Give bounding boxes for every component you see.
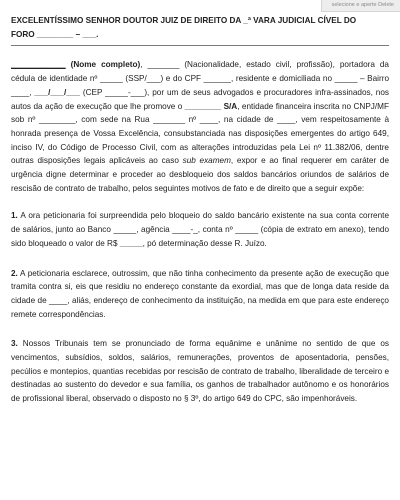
section-1 — [11, 209, 389, 250]
document-heading — [11, 14, 389, 41]
date-blank: ___/___/___ — [34, 87, 80, 97]
toolbar-delete-label: Delete — [378, 2, 394, 8]
intro-text-2: (CEP _____-___), por um de seus advogados e procuradores infra-assinados, nos autos da ação de execução que lhe promove o — [11, 87, 389, 111]
toolbar-hint — [321, 0, 400, 12]
heading-divider — [11, 45, 389, 46]
section-3-text: Nossos Tribunais tem se pronunciado de forma equânime e unânime no sentido de que os vencimentos, subsídios, soldos, salários, remunerações, proventos de aposentadoria, pensões, pecúlios e montepios, quantias recebidas por rescisão de contrato de trabalho, liberalidade de terceiro e destinadas ao sustento do devedor e sua família, os ganhos de trabalhador autônomo e os honorários de profissional liberal, observado o disposto no § 3º, do artigo 649 do CPC, são impenhoráveis. — [11, 339, 389, 404]
intro-paragraph — [11, 58, 389, 195]
intro-text-3: , entidade financeira inscrita no CNPJ/MF sob nº ________, com sede na Rua _______ nº ____, na cidade de ____, vem respeitosamente à honrada presença de Vossa Excelência, consubstanciada nas disposições emergentes do artigo 649, inciso IV, do Código de Processo Civil, com as alterações introduzidas pela Lei nº 11.382/06, dentre outras disposições legais aplicáveis ao caso — [11, 101, 389, 166]
section-3-number: 3. — [11, 339, 18, 349]
section-2-text: A peticionaria esclarece, outrossim, que não tinha conhecimento da presente ação de execução que tramita contra si, eis que residiu no endereço constante da exordial, mas que de longa data reside da cidade de ____, aliás, endereço de conhecimento da instituição, na medida em que para este endereço remete correspondências. — [11, 268, 389, 319]
section-3 — [11, 337, 389, 406]
section-1-text-1: A ora peticionaria foi surpreendida pelo bloqueio do saldo bancário existente na sua conta corrente de salários, junto ao Banco _____, agência ____-_, conta nº _____ (cópia de extrato em anexo), tendo sido bloqueado o valor de R$ — [11, 211, 389, 248]
amount-blank: _____ — [119, 238, 143, 248]
sub-examem: sub examem — [182, 156, 231, 166]
company-blank: ________ S/A — [184, 101, 238, 111]
section-1-text-2: , pó determinação desse R. Juízo. — [142, 238, 267, 248]
document-body — [11, 14, 389, 406]
section-1-number: 1. — [11, 211, 18, 221]
section-2-number: 2. — [11, 268, 18, 278]
name-blank: ____________ — [11, 60, 66, 70]
intro-text-4: , expor e ao final requerer em caráter de urgência digne determinar e proceder ao desbloqueio dos saldos bancários oriundos de salários de rescisão de contrato de trabalho, pelos seguintes motivos de fato e de direito que a seguir expõe: — [11, 156, 390, 193]
section-2 — [11, 267, 389, 322]
heading-line-2: FORO ________ – ___. — [11, 29, 99, 39]
intro-text-1: , _______ (Nacionalidade, estado civil, profissão), portadora da cédula de identidade nº _____ (SSP/___) e do CPF ______, residente e domiciliada no _____ – Bairro ____, — [11, 60, 389, 97]
toolbar-select-label: selecione e aperte — [331, 2, 377, 8]
heading-line-1: EXCELENTÍSSIMO SENHOR DOUTOR JUIZ DE DIREITO DA _ª VARA JUDICIAL CÍVEL DO — [11, 16, 357, 25]
name-label: (Nome completo) — [70, 60, 141, 70]
